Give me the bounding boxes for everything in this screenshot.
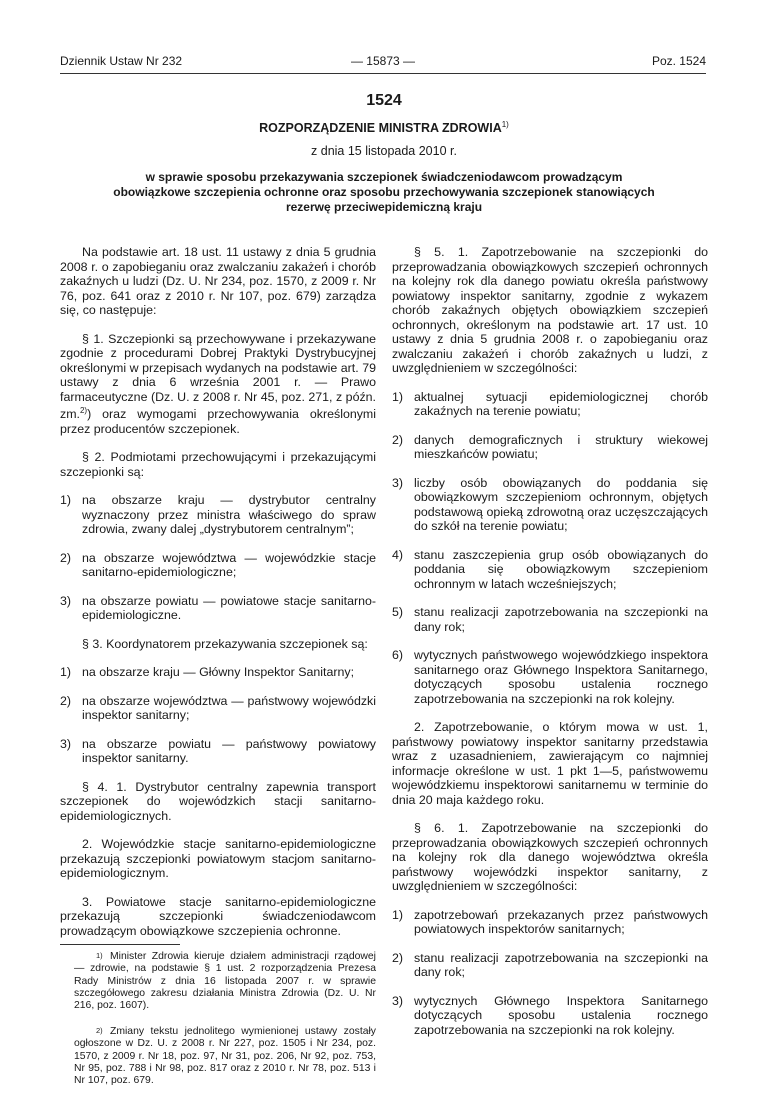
list-item: 2) na obszarze województwa — państwowy wojewódzki inspektor sanitarny;	[60, 693, 376, 723]
footnote: $^{2)}$ Zmiany tekstu jednolitego wymienionej ustawy zostały ogłoszone w Dz. U. z 2008 r. Nr 227, poz. 1505 i Nr 234, poz. 1570, z 2009 r. Nr 18, poz. 97, Nr 31, poz. 206, Nr 92, poz. 753, Nr 95, poz. 788 i Nr 98, poz. 817 oraz z 2010 r. Nr 78, poz. 513 i Nr 107, poz. 679.	[74, 1026, 376, 1086]
section-1	[60, 332, 376, 437]
act-kind-text: ROZPORZĄDZENIE MINISTRA ZDROWIA	[259, 121, 502, 136]
footnote-divider	[60, 944, 180, 945]
list-item: 1) zapotrzebowań przekazanych przez państwowych powiatowych inspektorów sanitarnych;	[392, 907, 708, 936]
section-4-para-2: 2. Wojewódzkie stacje sanitarno-epidemiologiczne przekazują szczepionki powiatowym stacjom sanitarno-epidemiologicznym.	[60, 837, 376, 881]
list-item: 3) na obszarze powiatu — państwowy powiatowy inspektor sanitarny.	[60, 736, 376, 766]
section-1-text-a: § 1. Szczepionki są przechowywane i przekazywane zgodnie z procedurami Dobrej Praktyki Dystrybucyjnej określonymi w przepisach wydanych na podstawie art. 79 ustawy z dnia 6 września 2001 r. — Prawo farmaceutyczne (Dz. U. z 2008 r. Nr 45, poz. 271, z późn. zm.	[60, 331, 376, 422]
left-column	[60, 245, 376, 1101]
list-item: 3) na obszarze powiatu — powiatowe stacje sanitarno-epidemiologiczne.	[60, 593, 376, 623]
act-kind-footnote-ref: 1)	[501, 120, 509, 129]
section-1-text-b: ) oraz wymogami przechowywania określonymi przez producentów szczepionek.	[60, 407, 376, 436]
section-5-para-1: § 5. 1. Zapotrzebowanie na szczepionki do przeprowadzania obowiązkowych szczepień ochronnych na kolejny rok dla danego powiatu określa państwowy powiatowy inspektor sanitarny, zgodnie z wykazem chorób zakaźnych objętych obowiązkiem szczepień ochronnych, określonym na podstawie art. 17 ust. 10 ustawy z dnia 5 grudnia 2008 r. o zapobieganiu oraz zwalczaniu zakażeń i chorób zakaźnych u ludzi, z uwzględnieniem w szczególności:	[392, 245, 708, 375]
page-header	[60, 54, 706, 68]
header-divider	[60, 73, 706, 74]
page-number: — 15873 —	[350, 54, 416, 68]
list-item: 1) aktualnej sytuacji epidemiologicznej chorób zakaźnych na terenie powiatu;	[392, 389, 708, 418]
section-2: § 2. Podmiotami przechowującymi i przekazującymi szczepionki są:	[60, 450, 376, 479]
list-item: 4) stanu zaszczepienia grup osób obowiązanych do poddania się obowiązkowym szczepieniom ochronnym w latach wcześniejszych;	[392, 547, 708, 591]
section-5-para-2: 2. Zapotrzebowanie, o którym mowa w ust. 1, państwowy powiatowy inspektor sanitarny przedstawia wraz z uzasadnieniem, zawierającym co najmniej informacje określone w ust. 1 pkt 1—5, państwowemu wojewódzkiemu inspektorowi sanitarnemu w terminie do dnia 20 maja każdego roku.	[392, 720, 708, 807]
section-6-para-1: § 6. 1. Zapotrzebowanie na szczepionki do przeprowadzania obowiązkowych szczepień ochronnych na kolejny rok dla danego województwa określa państwowy wojewódzki inspektor sanitarny, z uwzględnieniem w szczególności:	[392, 821, 708, 893]
act-date: z dnia 15 listopada 2010 r.	[311, 144, 457, 158]
act-kind	[0, 120, 768, 135]
section-3: § 3. Koordynatorem przekazywania szczepionek są:	[82, 636, 368, 651]
intro-paragraph: Na podstawie art. 18 ust. 11 ustawy z dnia 5 grudnia 2008 r. o zapobieganiu oraz zwalczaniu zakażeń i chorób zakaźnych u ludzi (Dz. U. Nr 234, poz. 1570, z 2009 r. Nr 76, poz. 641 oraz z 2010 r. Nr 107, poz. 679) zarządza się, co następuje:	[60, 245, 376, 317]
list-item: 1) na obszarze kraju — dystrybutor centralny wyznaczony przez ministra właściwego do spraw zdrowia, zwany dalej „dystrybutorem centralnym”;	[60, 493, 376, 537]
list-item: 2) na obszarze województwa — wojewódzkie stacje sanitarno-epidemiologiczne;	[60, 550, 376, 580]
position-number: Poz. 1524	[651, 54, 706, 68]
list-item: 6) wytycznych państwowego wojewódzkiego inspektora sanitarnego oraz Głównego Inspektora Sanitarnego, dotyczących sposobu ustalenia rocznego zapotrzebowania na szczepionki na rok kolejny.	[392, 648, 708, 706]
list-item: 3) liczby osób obowiązanych do poddania się obowiązkowym szczepieniom ochronnym, objętych podstawową opieką zdrowotną oraz uczęszczających do szkół na terenie powiatu;	[392, 475, 708, 533]
list-item: 2) stanu realizacji zapotrzebowania na szczepionki na dany rok;	[392, 950, 708, 979]
footnote: $^{1)}$ Minister Zdrowia kieruje działem administracji rządowej — zdrowie, na podstawie § 1 ust. 2 rozporządzenia Prezesa Rady Ministrów z dnia 16 listopada 2007 r. w sprawie szczegółowego zakresu działania Ministra Zdrowia (Dz. U. Nr 216, poz. 1607).	[74, 951, 376, 1011]
act-subject: w sprawie sposobu przekazywania szczepionek świadczeniodawcom prowadzącym obowiązkowe szczepienia ochronne oraz sposobu przechowywania szczepionek stanowiących rezerwę przeciwepidemiczną kraju	[113, 170, 655, 214]
list-item: 5) stanu realizacji zapotrzebowania na szczepionki na dany rok;	[392, 605, 708, 634]
list-item: 1) na obszarze kraju — Główny Inspektor Sanitarny;	[60, 665, 355, 680]
act-number: 1524	[366, 92, 402, 109]
list-item: 2) danych demograficznych i struktury wiekowej mieszkańców powiatu;	[392, 432, 708, 461]
section-4-para-3: 3. Powiatowe stacje sanitarno-epidemiologiczne przekazują szczepionki świadczeniodawcom prowadzącym obowiązkowe szczepienia ochronne.	[60, 894, 376, 938]
section-4-para-1: § 4. 1. Dystrybutor centralny zapewnia transport szczepionek do wojewódzkich stacji sanitarno-epidemiologicznych.	[60, 779, 376, 823]
list-item: 3) wytycznych Głównego Inspektora Sanitarnego dotyczących sposobu ustalenia rocznego zapotrzebowania na szczepionki na rok kolejny.	[392, 993, 708, 1037]
right-column	[392, 245, 708, 1051]
journal-title: Dziennik Ustaw Nr 232	[60, 54, 183, 68]
section-1-footnote-ref: 2)	[79, 406, 88, 415]
